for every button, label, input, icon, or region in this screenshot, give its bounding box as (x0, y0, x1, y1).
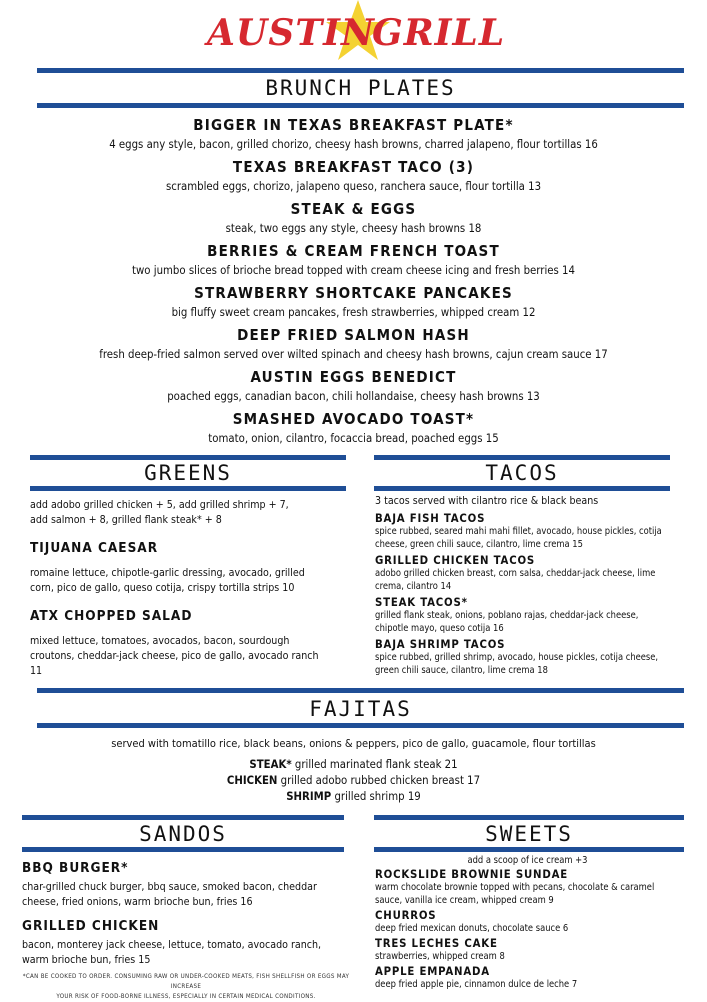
item-name: GRILLED CHICKEN TACOS (375, 554, 536, 567)
item-desc: mixed lettuce, tomatoes, avocados, bacon, sourdough croutons, cheddar-jack cheese, pico de gallo, avocado ranch 11 (30, 635, 319, 677)
item-name: STEAK TACOS* (375, 596, 468, 609)
disclaimer-line: YOUR RISK OF FOOD-BORNE ILLNESS, ESPECIALLY IN CERTAIN MEDICAL CONDITIONS. (56, 993, 316, 1000)
divider-bar (374, 455, 670, 460)
menu-item (20, 410, 687, 452)
item-desc: romaine lettuce, chipotle-garlic dressing, avocado, grilled corn, pico de gallo, queso cotija, crispy tortilla strips 10 (30, 567, 305, 594)
item-desc: bacon, monterey jack cheese, lettuce, tomato, avocado ranch, warm brioche bun, fries 15 (22, 939, 322, 966)
item-name: STEAK & EGGS (290, 200, 417, 218)
item-name: SMASHED AVOCADO TOAST* (232, 410, 475, 428)
item-name: BAJA FISH TACOS (375, 512, 486, 525)
divider-bar (37, 68, 684, 73)
tacos-intro: 3 tacos served with cilantro rice & black beans (375, 495, 599, 507)
section-title-sweets: SWEETS (485, 822, 573, 846)
tacos-list (375, 494, 667, 677)
fajita-item (20, 790, 687, 803)
fajita-item (20, 774, 687, 787)
menu-item (20, 242, 687, 284)
item-desc: adobo grilled chicken breast, corn salsa, cheddar-jack cheese, lime crema, cilantro 14 (375, 568, 656, 592)
fajita-item (20, 758, 687, 771)
item-desc: big fluffy sweet cream pancakes, fresh strawberries, whipped cream 12 (171, 306, 536, 319)
item-name: TEXAS BREAKFAST TACO (3) (232, 158, 475, 176)
item-desc: steak, two eggs any style, cheesy hash browns 18 (225, 222, 482, 235)
item-name: ATX CHOPPED SALAD (30, 608, 193, 624)
menu-item (20, 326, 687, 368)
divider-bar (22, 847, 344, 852)
sweets-list (375, 854, 680, 991)
section-title-brunch: BRUNCH PLATES (265, 76, 456, 100)
fajitas-intro: served with tomatillo rice, black beans, onions & peppers, pico de gallo, guacamole, flour tortillas (111, 737, 596, 750)
divider-bar (30, 455, 346, 460)
item-name: BBQ BURGER* (22, 860, 129, 876)
disclaimer (16, 972, 356, 1002)
divider-bar (30, 486, 346, 491)
divider-bar (37, 103, 684, 108)
item-desc: strawberries, whipped cream 8 (375, 951, 505, 962)
brunch-list (20, 116, 687, 452)
item-desc: fresh deep-fried salmon served over wilted spinach and cheesy hash browns, cajun cream sauce 17 (99, 348, 608, 361)
item-desc: scrambled eggs, chorizo, jalapeno queso, ranchera sauce, flour tortilla 13 (165, 180, 542, 193)
item-name: STEAK* (249, 758, 292, 771)
fajitas-list (20, 737, 687, 803)
item-name: ROCKSLIDE BROWNIE SUNDAE (375, 868, 569, 881)
addons-line: add salmon + 8, grilled flank steak* + 8 (30, 514, 222, 526)
item-name: BERRIES & CREAM FRENCH TOAST (207, 242, 500, 260)
item-name: TIJUANA CAESAR (30, 540, 159, 556)
item-desc: spice rubbed, seared mahi mahi fillet, avocado, house pickles, cotija cheese, green chili sauce, cilantro, lime crema 15 (375, 526, 662, 550)
section-title-sandos: SANDOS (139, 822, 227, 846)
item-desc: poached eggs, canadian bacon, chili hollandaise, cheesy hash browns 13 (167, 390, 540, 403)
logo-text-austin: AUSTIN (207, 12, 375, 54)
divider-bar (374, 486, 670, 491)
item-desc: warm chocolate brownie topped with pecans, chocolate & caramel sauce, vanilla ice cream, whipped cream 9 (375, 882, 655, 906)
menu-item (20, 284, 687, 326)
item-name: DEEP FRIED SALMON HASH (237, 326, 470, 344)
menu-item (20, 158, 687, 200)
divider-bar (37, 688, 684, 693)
item-name: BIGGER IN TEXAS BREAKFAST PLATE* (193, 116, 514, 134)
divider-bar (22, 815, 344, 820)
menu-item (20, 368, 687, 410)
item-desc: grilled flank steak, onions, poblano rajas, cheddar-jack cheese, chipotle mayo, queso cotija 16 (375, 610, 639, 634)
item-name: GRILLED CHICKEN (22, 918, 160, 934)
item-desc: grilled shrimp 19 (331, 790, 421, 803)
section-title-greens: GREENS (144, 461, 232, 485)
greens-addons (30, 498, 348, 528)
item-desc: deep fried mexican donuts, chocolate sauce 6 (375, 923, 569, 934)
sweets-intro: add a scoop of ice cream +3 (467, 855, 588, 866)
section-title-fajitas: FAJITAS (309, 697, 412, 721)
item-name: SHRIMP (286, 790, 332, 803)
section-title-tacos: TACOS (485, 461, 559, 485)
item-name: CHURROS (375, 909, 437, 922)
divider-bar (374, 847, 684, 852)
item-desc: deep fried apple pie, cinnamon dulce de leche 7 (375, 979, 578, 990)
item-desc: two jumbo slices of brioche bread topped with cream cheese icing and fresh berries 14 (132, 264, 575, 277)
item-desc: spice rubbed, grilled shrimp, avocado, house pickles, cotija cheese, green chili sauce, cilantro, lime crema 18 (375, 652, 659, 676)
item-name: TRES LECHES CAKE (375, 937, 498, 950)
item-desc: 4 eggs any style, bacon, grilled chorizo, cheesy hash browns, charred jalapeno, flour tortillas 16 (109, 138, 598, 151)
item-desc: grilled marinated flank steak 21 (291, 758, 458, 771)
divider-bar (37, 723, 684, 728)
addons-line: add adobo grilled chicken + 5, add grilled shrimp + 7, (30, 499, 289, 511)
disclaimer-line: *CAN BE COOKED TO ORDER. CONSUMING RAW OR UNDER-COOKED MEATS, FISH SHELLFISH OR EGGS MAY INCREASE (22, 973, 350, 990)
item-desc: tomato, onion, cilantro, focaccia bread, poached eggs 15 (208, 432, 499, 445)
item-desc: char-grilled chuck burger, bbq sauce, smoked bacon, cheddar cheese, fried onions, warm brioche bun, fries 16 (22, 881, 317, 908)
item-name: BAJA SHRIMP TACOS (375, 638, 506, 651)
menu-item (20, 116, 687, 158)
item-name: CHICKEN (226, 774, 278, 787)
item-desc: grilled adobo rubbed chicken breast 17 (277, 774, 481, 787)
sandos-list (22, 860, 342, 968)
logo-text-grill: GRILL (372, 12, 506, 54)
greens-list (30, 498, 348, 679)
divider-bar (374, 815, 684, 820)
item-name: AUSTIN EGGS BENEDICT (250, 368, 457, 386)
menu-item (20, 200, 687, 242)
item-name: STRAWBERRY SHORTCAKE PANCAKES (194, 284, 513, 302)
item-name: APPLE EMPANADA (375, 965, 490, 978)
